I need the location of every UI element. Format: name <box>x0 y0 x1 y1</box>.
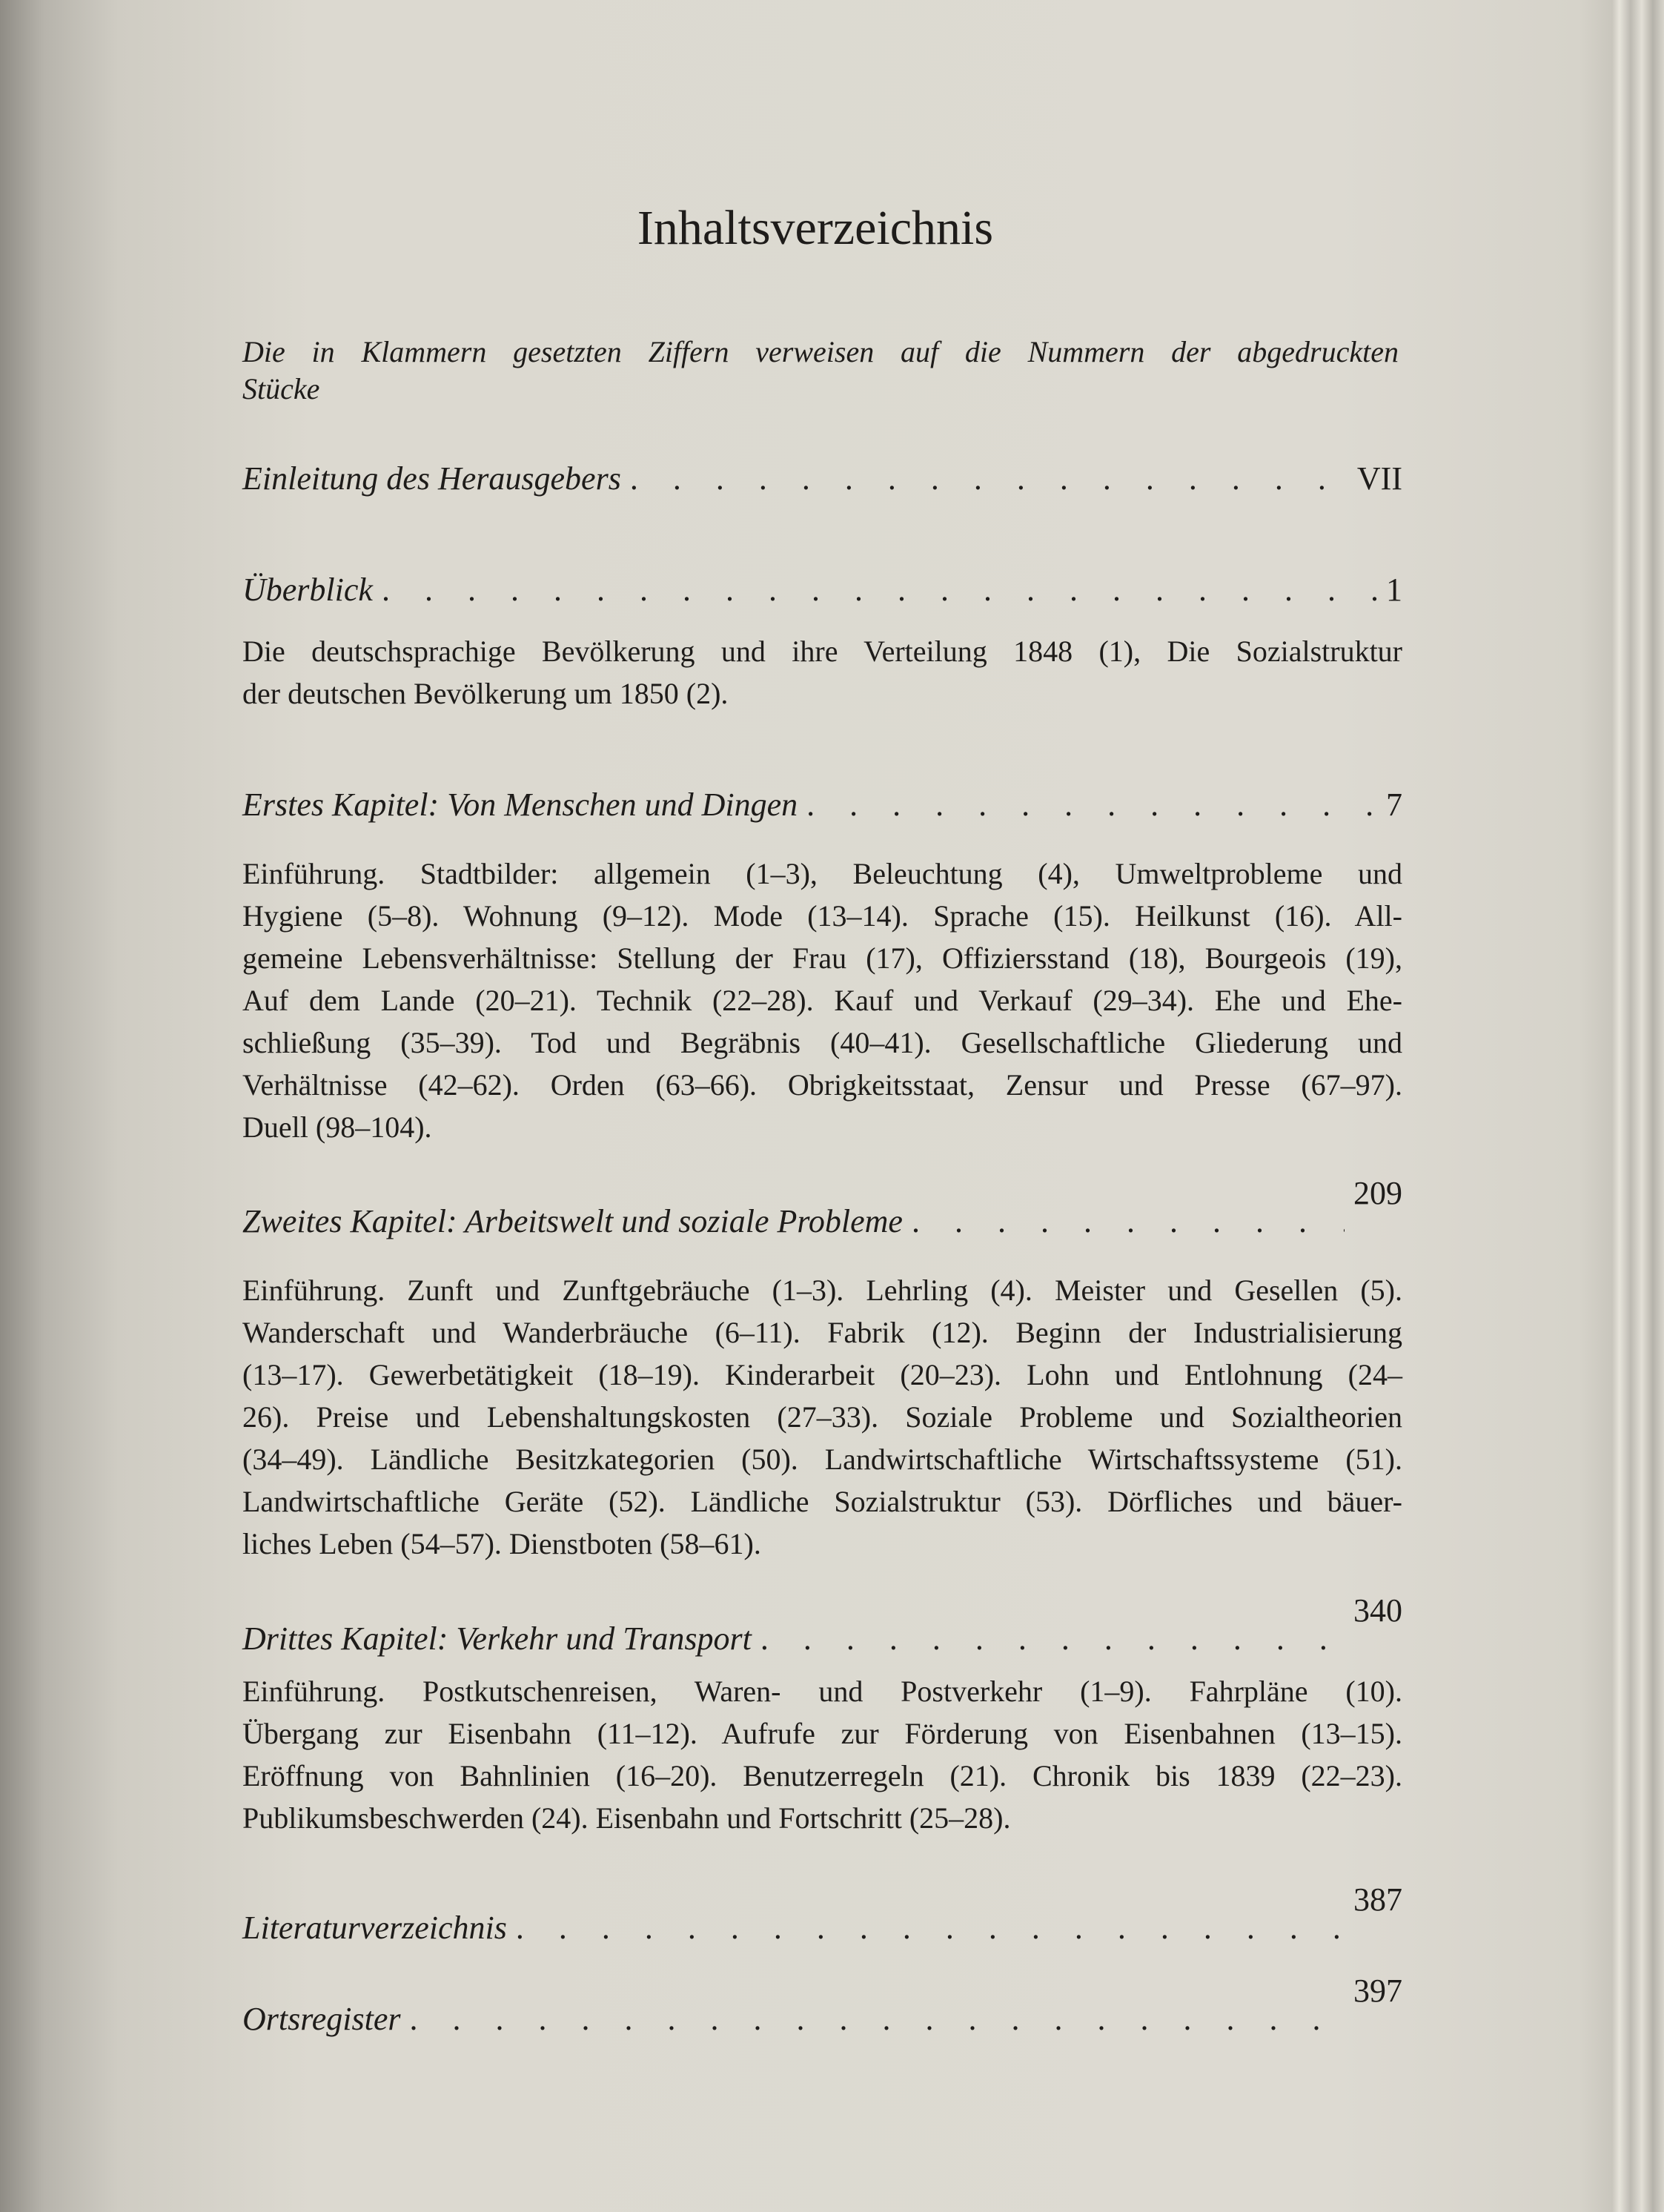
toc-entry-einleitung[interactable] <box>242 460 1402 497</box>
desc-line: Einführung. Stadtbilder: allgemein (1–3), Beleuchtung (4), Umweltprobleme und <box>242 857 1402 890</box>
dot-leader <box>516 1909 1345 1947</box>
dot-leader <box>410 2000 1345 2038</box>
desc-line: Wanderschaft und Wanderbräuche (6–11). Fabrik (12). Beginn der Industrialisierung <box>242 1316 1402 1349</box>
toc-entry-label: Zweites Kapitel: Arbeitswelt und soziale Probleme <box>242 1203 903 1239</box>
toc-page-number: 340 <box>1353 1592 1402 1629</box>
toc-page-number: 7 <box>1386 787 1402 823</box>
toc-entry-label: Einleitung des Herausgebers <box>242 460 621 497</box>
toc-entry-description <box>242 1269 1402 1565</box>
desc-line: Verhältnisse (42–62). Orden (63–66). Obrigkeitsstaat, Zensur und Presse (67–97). <box>242 1068 1402 1102</box>
desc-line: Eröffnung von Bahnlinien (16–20). Benutzerregeln (21). Chronik bis 1839 (22–23). <box>242 1759 1402 1792</box>
desc-line: der deutschen Bevölkerung um 1850 (2). <box>242 677 729 710</box>
toc-page-number: 397 <box>1353 1973 1402 2009</box>
page-title: Inhaltsverzeichnis <box>637 201 994 255</box>
toc-entry-zweites-kapitel[interactable] <box>242 1175 1402 1240</box>
desc-line: Die deutschsprachige Bevölkerung und ihre Verteilung 1848 (1), Die Sozialstruktur <box>242 635 1402 668</box>
desc-line: Einführung. Postkutschenreisen, Waren- und Postverkehr (1–9). Fahrpläne (10). <box>242 1675 1402 1708</box>
toc-entry-drittes-kapitel[interactable] <box>242 1592 1402 1658</box>
toc-entry-literaturverzeichnis[interactable] <box>242 1881 1402 1947</box>
dot-leader <box>760 1620 1345 1658</box>
toc-entry-ueberblick[interactable] <box>242 571 1402 609</box>
dot-leader <box>806 786 1377 824</box>
toc-entry-label: Literaturverzeichnis <box>242 1910 507 1946</box>
desc-line: Hygiene (5–8). Wohnung (9–12). Mode (13–14). Sprache (15). Heilkunst (16). All- <box>242 899 1402 933</box>
desc-line: gemeine Lebensverhältnisse: Stellung der Frau (17), Offiziersstand (18), Bourgeois (19), <box>242 941 1402 975</box>
desc-line: (34–49). Ländliche Besitzkategorien (50). Landwirtschaftliche Wirtschaftssysteme (51). <box>242 1443 1402 1476</box>
toc-page-number: VII <box>1356 460 1402 497</box>
toc-entry-description <box>242 1670 1402 1839</box>
toc-entry-label: Überblick <box>242 572 373 608</box>
note-line: Stücke <box>242 372 320 405</box>
desc-line: (13–17). Gewerbetätigkeit (18–19). Kinderarbeit (20–23). Lohn und Entlohnung (24– <box>242 1358 1402 1391</box>
dot-leader <box>912 1202 1345 1240</box>
toc-entry-label: Drittes Kapitel: Verkehr und Transport <box>242 1620 752 1657</box>
toc-entry-ortsregister[interactable] <box>242 1973 1402 2038</box>
desc-line: Einführung. Zunft und Zunftgebräuche (1–3). Lehrling (4). Meister und Gesellen (5). <box>242 1274 1402 1307</box>
toc-page-number: 1 <box>1386 572 1402 608</box>
desc-line: Duell (98–104). <box>242 1110 432 1144</box>
desc-line: 26). Preise und Lebenshaltungskosten (27–33). Soziale Probleme und Sozialtheorien <box>242 1400 1402 1434</box>
toc-page-number: 387 <box>1353 1881 1402 1918</box>
desc-line: Landwirtschaftliche Geräte (52). Ländliche Sozialstruktur (53). Dörfliches und bäuer- <box>242 1485 1402 1518</box>
dot-leader <box>382 571 1377 609</box>
desc-line: Auf dem Lande (20–21). Technik (22–28). Kauf und Verkauf (29–34). Ehe und Ehe- <box>242 984 1402 1017</box>
toc-entry-erstes-kapitel[interactable] <box>242 786 1402 824</box>
desc-line: Übergang zur Eisenbahn (11–12). Aufrufe zur Förderung von Eisenbahnen (13–15). <box>242 1717 1402 1750</box>
desc-line: schließung (35–39). Tod und Begräbnis (40–41). Gesellschaftliche Gliederung und <box>242 1026 1402 1059</box>
desc-line: Publikumsbeschwerden (24). Eisenbahn und Fortschritt (25–28). <box>242 1801 1011 1835</box>
toc-page-number: 209 <box>1353 1175 1402 1211</box>
note-line: Die in Klammern gesetzten Ziffern verweisen auf die Nummern der abgedruckten <box>242 335 1399 368</box>
editorial-note <box>242 334 1399 408</box>
toc-entry-label: Ortsregister <box>242 2001 401 2037</box>
toc-entry-label: Erstes Kapitel: Von Menschen und Dingen <box>242 787 798 823</box>
desc-line: liches Leben (54–57). Dienstboten (58–61). <box>242 1527 761 1560</box>
toc-entry-description <box>242 630 1402 715</box>
dot-leader <box>630 460 1348 497</box>
toc-entry-description <box>242 852 1402 1148</box>
